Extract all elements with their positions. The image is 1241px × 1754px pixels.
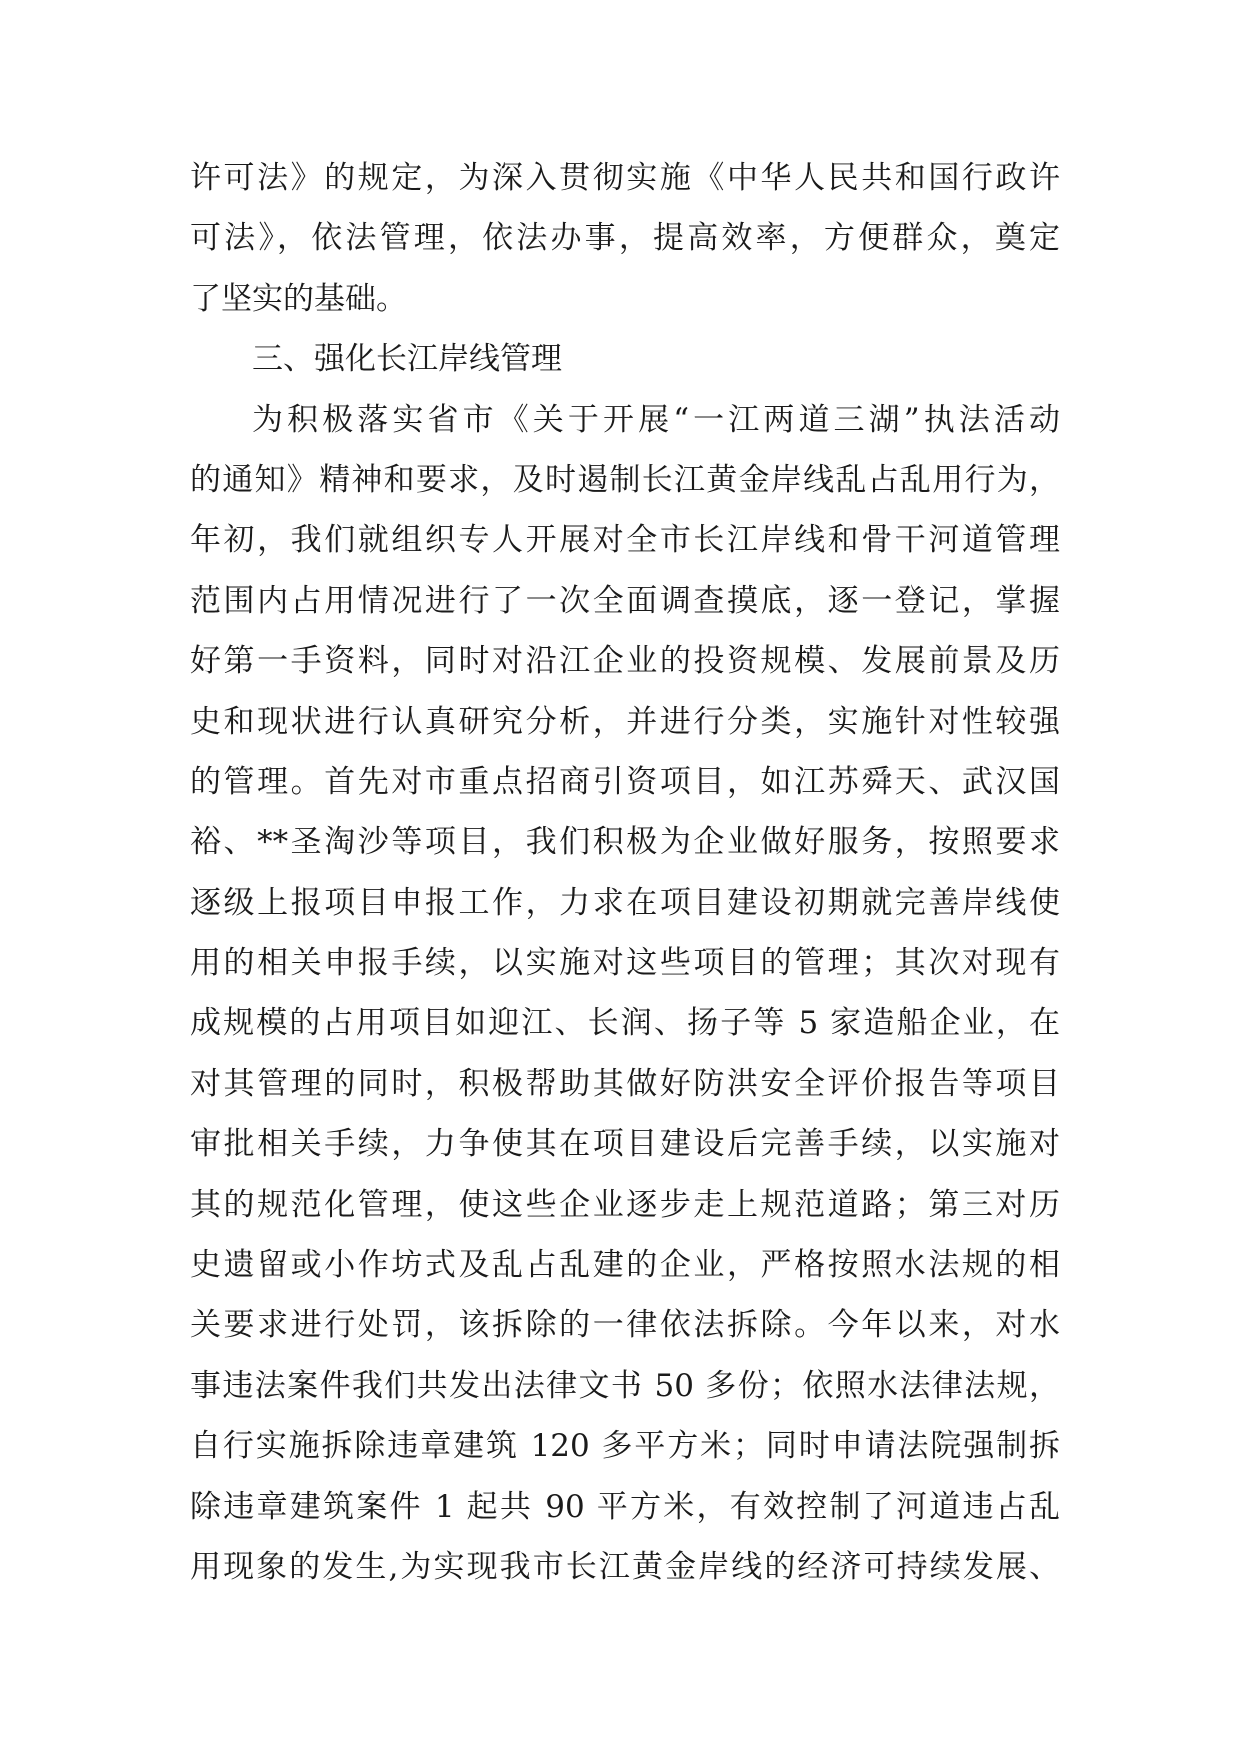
- text-line: 范围内占用情况进行了一次全面调查摸底，逐一登记，掌握: [190, 582, 1060, 619]
- text-line: 了坚实的基础。: [190, 280, 407, 317]
- text-line: 为积极落实省市《关于开展“一江两道三湖”执法活动: [252, 401, 1060, 438]
- text-line: 可法》，依法管理，依法办事，提高效率，方便群众，奠定: [190, 220, 1060, 257]
- text-line: 逐级上报项目申报工作，力求在项目建设初期就完善岸线使: [190, 884, 1060, 921]
- body-text: [190, 156, 1060, 1605]
- text-line: 成规模的占用项目如迎江、长润、扬子等 5 家造船企业，在: [190, 1005, 1060, 1042]
- text-line: 裕、**圣淘沙等项目，我们积极为企业做好服务，按照要求: [190, 824, 1060, 861]
- section-heading: 三、强化长江岸线管理: [252, 341, 562, 378]
- text-line: 的管理。首先对市重点招商引资项目，如江苏舜天、武汉国: [190, 763, 1060, 800]
- text-line: 许可法》的规定，为深入贯彻实施《中华人民共和国行政许: [190, 160, 1060, 196]
- text-line: 史遗留或小作坊式及乱占乱建的企业，严格按照水法规的相: [190, 1247, 1060, 1284]
- text-line: 关要求进行处罚，该拆除的一律依法拆除。今年以来，对水: [190, 1307, 1060, 1344]
- text-line: 事违法案件我们共发出法律文书 50 多份；依照水法律法规，: [190, 1367, 1060, 1404]
- text-line: 其的规范化管理，使这些企业逐步走上规范道路；第三对历: [190, 1186, 1060, 1223]
- text-line: 除违章建筑案件 1 起共 90 平方米，有效控制了河道违占乱: [190, 1488, 1060, 1525]
- text-line: 用现象的发生,为实现我市长江黄金岸线的经济可持续发展、: [190, 1548, 1060, 1585]
- text-line: 的通知》精神和要求，及时遏制长江黄金岸线乱占乱用行为，: [190, 461, 1060, 498]
- text-line: 自行实施拆除违章建筑 120 多平方米；同时申请法院强制拆: [190, 1428, 1060, 1465]
- text-line: 年初，我们就组织专人开展对全市长江岸线和骨干河道管理: [190, 522, 1060, 559]
- text-line: 好第一手资料，同时对沿江企业的投资规模、发展前景及历: [190, 643, 1060, 680]
- text-line: 史和现状进行认真研究分析，并进行分类，实施针对性较强: [190, 703, 1060, 740]
- text-line: 用的相关申报手续，以实施对这些项目的管理；其次对现有: [190, 945, 1060, 982]
- text-line: 审批相关手续，力争使其在项目建设后完善手续，以实施对: [190, 1126, 1060, 1163]
- text-line: 对其管理的同时，积极帮助其做好防洪安全评价报告等项目: [190, 1065, 1060, 1102]
